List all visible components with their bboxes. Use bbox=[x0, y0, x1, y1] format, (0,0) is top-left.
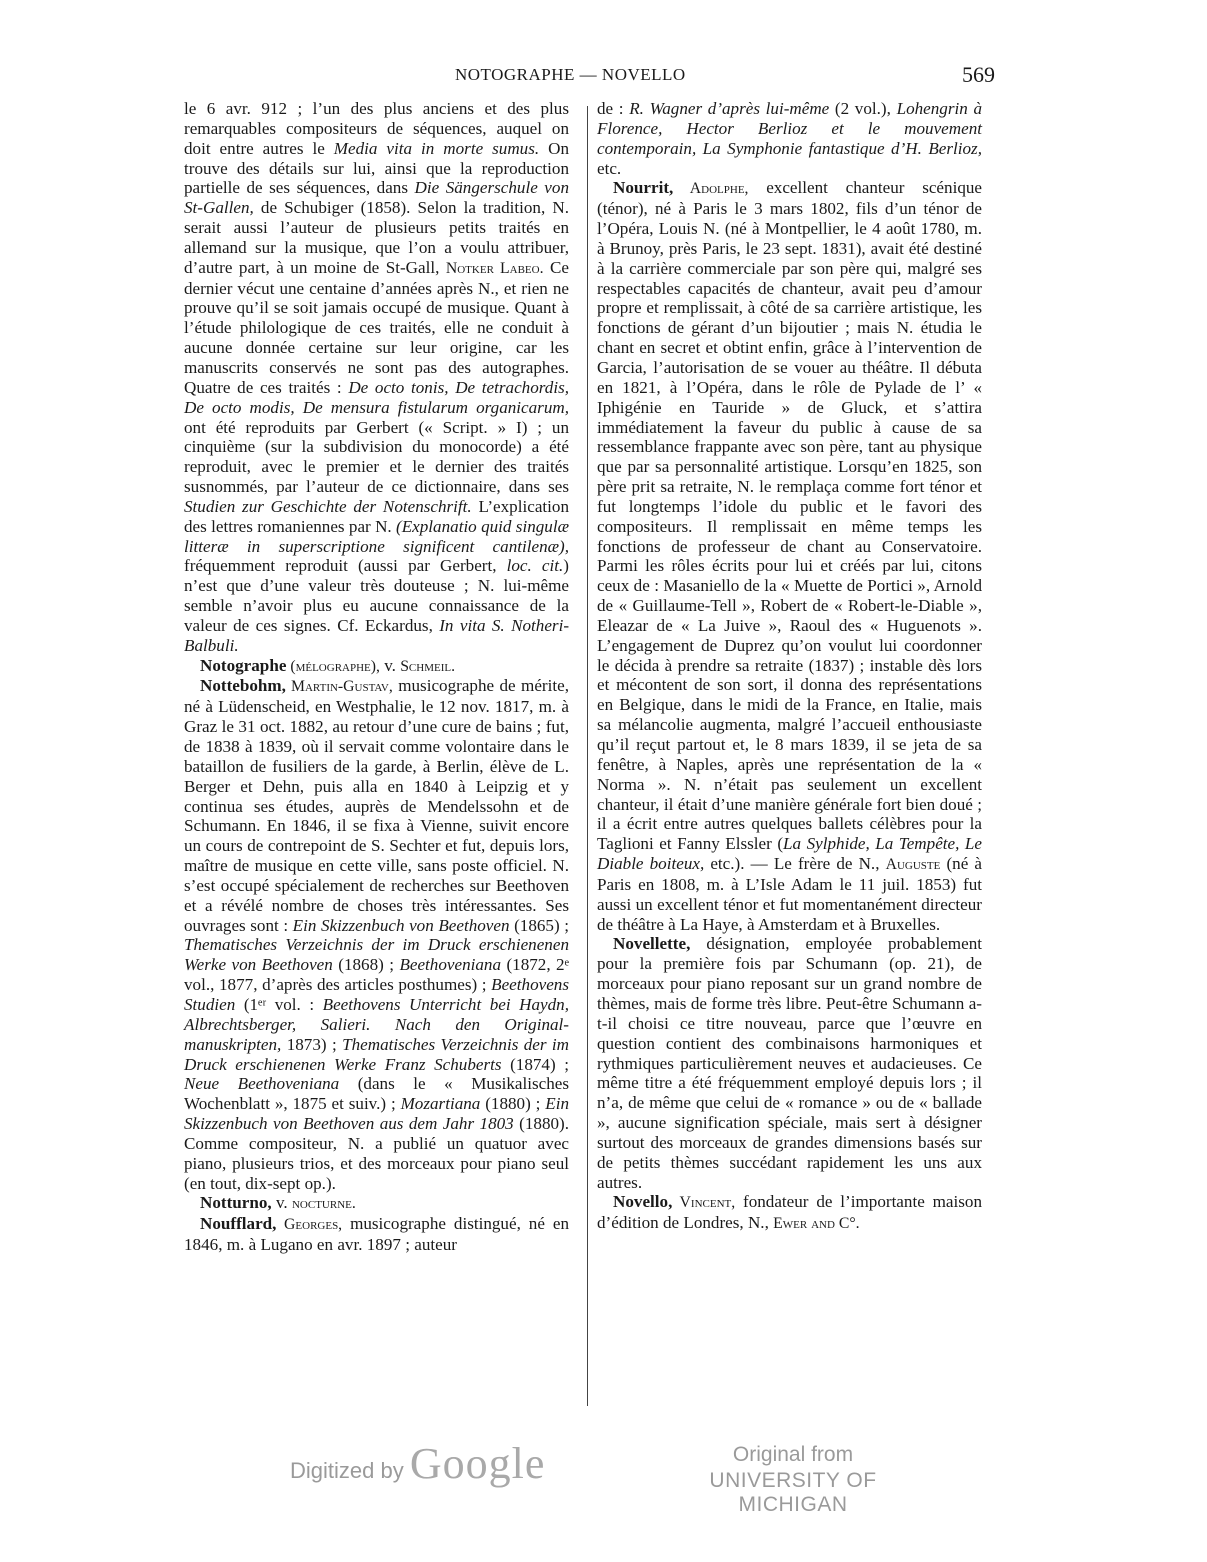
entry-noufflard-continuation bbox=[597, 99, 982, 178]
text: ) n’est que d’une valeur très douteuse ; N. lui-même semble n’avoir plus eu aucune connaissance de la valeur de ces signes. Cf. Eckardus, bbox=[184, 556, 569, 635]
text: (2 vol.), bbox=[829, 99, 897, 118]
text: 1873) ; bbox=[281, 1034, 343, 1054]
text-smallcaps: (mélographe), bbox=[286, 657, 380, 675]
entry-novellette bbox=[597, 934, 982, 1192]
page-header bbox=[180, 62, 995, 92]
text-italic: Beethoveniana bbox=[399, 955, 502, 975]
text-smallcaps: Notker Labeo. bbox=[445, 259, 544, 277]
text-italic: Ein Skizzenbuch von Beethoven aus dem Jahr 1803 bbox=[184, 1094, 569, 1134]
digitized-by-watermark bbox=[290, 1438, 545, 1489]
text: de Schubiger (1858). Selon la tradition, N. serait aussi l’auteur de plusieurs petits traités en allemand sur la musique, que l’on a voulu attribuer, d’autre part, à un moine de St-Gall, bbox=[184, 198, 569, 277]
text: (1865) ; bbox=[509, 915, 569, 935]
original-from-label: Original from bbox=[732, 1443, 854, 1466]
text-italic: Die Sängerschule von St-Gallen, bbox=[184, 178, 569, 218]
headword: Notturno, bbox=[200, 1193, 272, 1213]
text: v. bbox=[379, 655, 401, 675]
text-smallcaps: Schmeil. bbox=[400, 657, 456, 675]
text-italic: Ein Skizzenbuch von Beethoven bbox=[292, 915, 510, 935]
text-italic: Thematisches Verzeichnis der im Druck erschienenen Werke von Beethoven bbox=[184, 935, 569, 975]
text: musicographe distingué, né en 1846, m. à Lugano en avr. 1897 ; auteur bbox=[184, 1214, 569, 1255]
text: etc.). — Le frère de N., bbox=[704, 854, 886, 874]
text-italic: Mozartiana bbox=[400, 1094, 481, 1114]
entry-nottebohm bbox=[184, 676, 569, 1193]
text: etc. bbox=[597, 158, 622, 178]
text: (1880) ; bbox=[480, 1094, 546, 1114]
running-title: NOTOGRAPHE — NOVELLO bbox=[455, 65, 686, 84]
text-italic: De octo tonis, De tetrachordis, De octo modis, De mensura fistularum organicarum, bbox=[184, 377, 569, 417]
text-italic: Neue Beethoveniana bbox=[184, 1074, 340, 1094]
text: (né à Paris en 1808, m. à L’Isle Adam le 11 juil. 1853) fut aussi un excellent ténor et fut momentanément directeur de théâtre à La Haye, à Amsterdam et à Bruxelles. bbox=[597, 854, 983, 934]
text-italic: loc. cit. bbox=[506, 556, 564, 576]
text-italic: Lohengrin à Florence, Hector Berlioz et le mouvement contemporain, La Symphonie fantastique d’H. Berlioz, bbox=[597, 99, 982, 158]
text-smallcaps: Ewer and C°. bbox=[773, 1215, 860, 1233]
text: le 6 avr. 912 ; l’un des plus anciens et des plus remarquables compositeurs de séquences, auquel on doit entre autres le bbox=[184, 99, 569, 158]
text: (1ᵉʳ vol. : bbox=[235, 994, 323, 1014]
right-column bbox=[597, 99, 982, 1234]
text-italic: La Sylphide, La Tempête, Le Diable boiteux, bbox=[597, 834, 982, 874]
text: (dans le « Musikalisches Wochenblatt », 1875 et suiv.) ; bbox=[184, 1074, 570, 1114]
text-italic: Media vita in morte sumus. bbox=[333, 138, 540, 158]
text: ont été reproduits par Gerbert (« Script. » I) ; un cinquième (sur la subdivision du monocorde) a été reproduit, avec le premier et le dernier des traités susnommés, par l’auteur de ce dictionnaire, dans ses bbox=[184, 417, 569, 497]
text: (1868) ; bbox=[332, 955, 400, 975]
headword: Novello, bbox=[613, 1192, 673, 1212]
headword: Nourrit, bbox=[613, 178, 674, 198]
text-smallcaps: Vincent, bbox=[672, 1194, 736, 1212]
google-logo: Google bbox=[409, 1439, 546, 1488]
headword: Noufflard, bbox=[200, 1214, 277, 1234]
headword: Notographe bbox=[200, 655, 287, 675]
text-smallcaps: Auguste bbox=[885, 856, 941, 874]
text: fréquemment reproduit (aussi par Gerbert, bbox=[184, 556, 507, 576]
original-from-watermark bbox=[668, 1443, 918, 1517]
entry-nourrit bbox=[597, 178, 982, 934]
text-italic: Studien zur Geschichte der Notenschrift. bbox=[184, 496, 472, 516]
text-smallcaps: Martin-Gustav, bbox=[285, 678, 393, 696]
text: (1880). Comme compositeur, N. a publié un quatuor avec piano, plusieurs trios, et des morceaux pour piano seul (en tout, dix-sept op.). bbox=[184, 1114, 570, 1193]
text-italic: Beethovens Unterricht bei Haydn, Albrechtsberger, Salieri. Nach den Original-manuskripten, bbox=[184, 994, 570, 1054]
text: L’explication des lettres romaniennes par N. bbox=[184, 496, 569, 536]
text: Ce dernier vécut une centaine d’années après N., et rien ne prouve qu’il se soit jamais occupé de musique. Quant à l’étude philologique de ces traités, elle ne conduit à aucune donnée certaine sur leur origine, car les manuscrits conservés ne sont pas des autographes. Quatre de ces traités : bbox=[184, 257, 570, 397]
text: désignation, employée probablement pour la première fois par Schumann (op. 21), de morceaux pour piano reposant sur un grand nombre de thèmes, mais de forme très libre. Peut-être Schumann a-t-il choisi ce titre nouveau, parce que l’œuvre en question contient des combinaisons harmoniques et rythmiques particulièrement neuves et audacieuses. Ce même titre a été fréquemment employé depuis lors ; il n’a, de même que celui de « romance » ou de « ballade », aucune signification spéciale, mais sert à désigner surtout des morceaux de grandes dimensions basés sur de petits thèmes succédant rapidement les uns aux autres. bbox=[597, 934, 982, 1192]
text: (1872, 2ᵉ vol., 1877, d’après des articles posthumes) ; bbox=[184, 955, 569, 995]
text: musicographe de mérite, né à Lüdenscheid, en Westphalie, le 12 nov. 1817, m. à Graz le 31 oct. 1882, au retour d’une cure de bains ; fut, de 1838 à 1839, où il servait comme volontaire dans le bataillon de fusiliers de la garde, à Berlin, élève de L. Berger et Dehn, puis alla en 1840 à Leipzig et y continua ses études, auprès de Mendelssohn et de Schumann. En 1846, il se fixa à Vienne, suivit encore un cours de contrepoint de S. Sechter et fut, depuis lors, maître de musique en cette ville, sans poste officiel. N. s’est occupé spécialement de recherches sur Beethoven et a révélé nombre de choses très intéressantes. Ses ouvrages sont : bbox=[184, 676, 569, 935]
text: (1874) ; bbox=[501, 1054, 569, 1074]
page-number: 569 bbox=[962, 62, 995, 87]
entry-notturno bbox=[184, 1193, 569, 1214]
text-smallcaps: nocturne. bbox=[291, 1195, 356, 1213]
text: de : bbox=[597, 99, 630, 118]
text-italic: R. Wagner d’après lui-même bbox=[629, 99, 830, 118]
text-smallcaps: Georges, bbox=[276, 1216, 343, 1234]
entry-novello bbox=[597, 1192, 982, 1234]
text: fondateur de l’importante maison d’édition de Londres, N., bbox=[597, 1192, 982, 1233]
headword: Novellette, bbox=[613, 934, 691, 954]
text: v. bbox=[271, 1193, 292, 1213]
text-smallcaps: Adolphe, bbox=[673, 180, 749, 198]
text: On trouve des détails sur lui, ainsi que la reproduction partielle de ses séquences, dans bbox=[184, 138, 569, 198]
university-label: UNIVERSITY OF MICHIGAN bbox=[709, 1469, 877, 1516]
headword: Nottebohm, bbox=[200, 676, 286, 696]
column-divider bbox=[587, 106, 588, 1406]
entry-notker-continuation bbox=[184, 99, 569, 656]
text-italic: Thematisches Verzeichnis der im Druck erschienenen Werke Franz Schuberts bbox=[184, 1034, 569, 1074]
entry-notographe bbox=[184, 656, 569, 677]
text-italic: (Explanatio quid singulæ litteræ in superscriptione significent cantilenæ), bbox=[184, 516, 569, 556]
left-column bbox=[184, 99, 569, 1255]
entry-noufflard bbox=[184, 1214, 569, 1255]
text-italic: Beethovens Studien bbox=[184, 975, 569, 1014]
text-italic: In vita S. Notheri-Balbuli. bbox=[184, 615, 570, 655]
digitized-by-label: Digitized by bbox=[290, 1458, 404, 1483]
text: excellent chanteur scénique (ténor), né à Paris le 3 mars 1802, fils d’un ténor de l’Opéra, Louis N. (né à Montpellier, le 4 août 1780, m. à Brunoy, près Paris, le 23 sept. 1831), avait été destiné à la carrière commerciale par son père qui, malgré ses respectables capacités de chanteur, avait peu d’amour propre et remplissait, à côté de sa carrière artistique, les fonctions de gérant d’un bijoutier ; mais N. étudia le chant en secret et obtint enfin, grâce à l’intervention de Garcia, l’autorisation de se vouer au théâtre. Il débuta en 1821, à l’Opéra, dans le rôle de Pylade de l’ « Iphigénie en Tauride » de Gluck, et s’attira immédiatement la faveur du public à cause de sa ressemblance frappante avec son père, tant au physique que par sa personnalité artistique. Lorsqu’en 1825, son père prit sa retraite, N. le remplaça comme fort ténor et fut longtemps l’idole du public et le favori des compositeurs. Il remplissait en même temps les fonctions de professeur de chant au Conservatoire. Parmi les rôles écrits pour lui et créés par lui, citons ceux de : Masaniello de la « Muette de Portici », Arnold de « Guillaume-Tell », Robert de « Robert-le-Diable », Eleazar de « La Juive », Raoul des « Huguenots ». L’engagement de Duprez qu’on voulut lui coordonner le décida à prendre sa retraite (1837) ; instable dès lors et mécontent de son sort, il donna des représentations en Belgique, dans le midi de la France, en Italie, mais sa mélancolie augmenta, malgré l’accueil enthousiaste qu’il reçut partout et, le 8 mars 1839, il se jeta de sa fenêtre, à Naples, après une représentation de la « Norma ». N. n’était pas seulement un excellent chanteur, il était d’une manière générale fort bien doué ; il a écrit entre autres quelques ballets célèbres pour la Taglioni et Fanny Elssler ( bbox=[597, 178, 982, 854]
